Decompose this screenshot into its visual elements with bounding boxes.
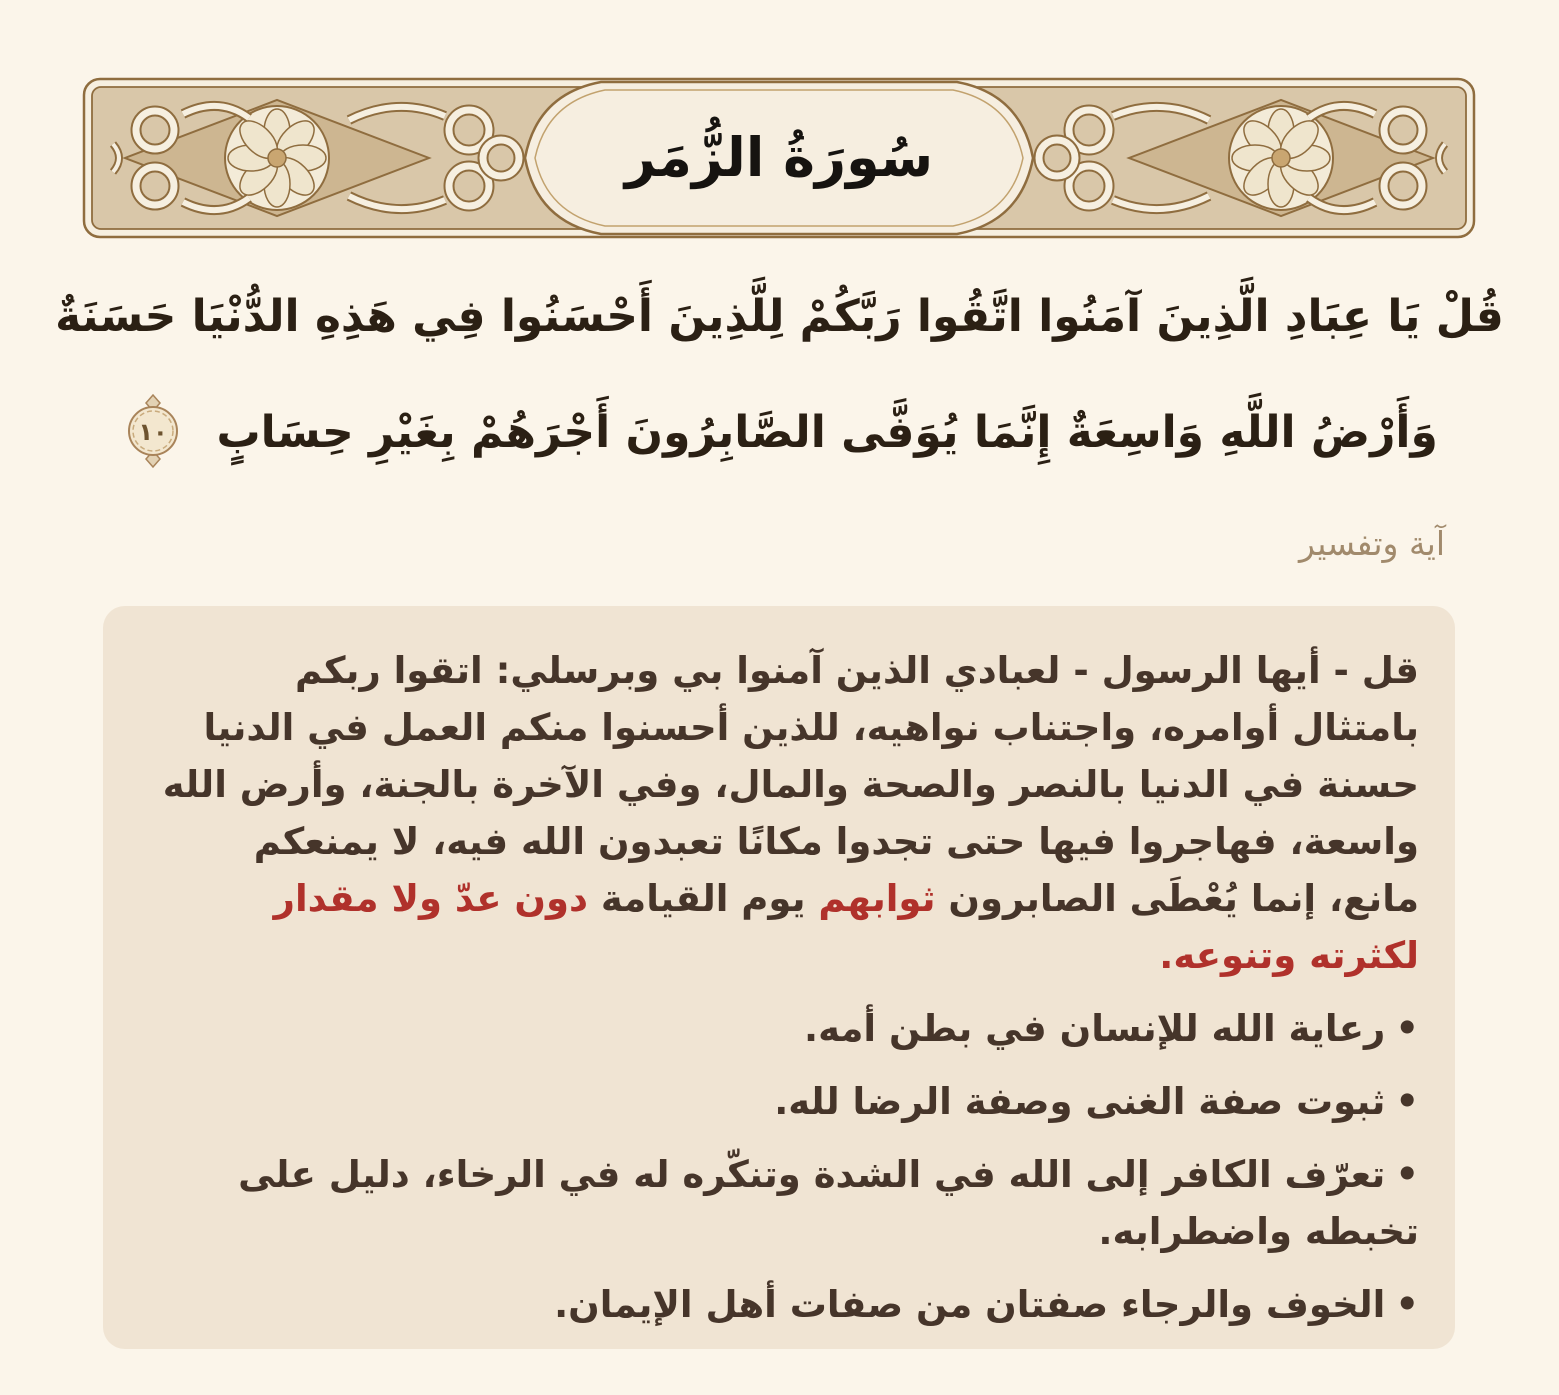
lesson-text: ثبوت صفة الغنى وصفة الرضا لله.	[774, 1080, 1386, 1123]
lessons-list	[159, 1000, 1419, 1333]
bullet-marker: •	[1395, 1007, 1419, 1050]
surah-title: سُورَةُ الزُّمَر	[624, 126, 934, 189]
lesson-item	[159, 1073, 1419, 1130]
tafsir-segment-highlight: دون عدّ ولا مقدار لكثرته وتنوعه.	[273, 877, 1419, 977]
lesson-text: تعرّف الكافر إلى الله في الشدة وتنكّره له في الرخاء، دليل على تخبطه واضطرابه.	[238, 1153, 1419, 1253]
lesson-item	[159, 1000, 1419, 1057]
quran-verse-line-1: قُلْ يَا عِبَادِ الَّذِينَ آمَنُوا اتَّقُوا رَبَّكُمْ لِلَّذِينَ أَحْسَنُوا فِي هَذِهِ الدُّنْيَا حَسَنَةٌ	[55, 291, 1504, 342]
quran-verse-line-2	[0, 378, 1559, 488]
surah-header-banner	[81, 76, 1477, 240]
lesson-text: رعاية الله للإنسان في بطن أمه.	[804, 1007, 1386, 1050]
tafsir-card	[103, 606, 1455, 1349]
verse-number-medallion	[121, 393, 185, 469]
verse-number: ١٠	[138, 418, 168, 446]
lesson-text: الخوف والرجاء صفتان من صفات أهل الإيمان.	[554, 1283, 1386, 1326]
bullet-marker: •	[1395, 1080, 1419, 1123]
tafsir-segment-highlight: ثوابهم	[818, 877, 936, 920]
quran-verse-line-2-text: وَأَرْضُ اللَّهِ وَاسِعَةٌ إِنَّمَا يُوَفَّى الصَّابِرُونَ أَجْرَهُمْ بِغَيْرِ حِسَابٍ	[216, 407, 1438, 458]
section-label: آية وتفسير	[1299, 524, 1445, 563]
bullet-marker: •	[1395, 1283, 1419, 1326]
lesson-item	[159, 1276, 1419, 1333]
bullet-marker: •	[1395, 1153, 1419, 1196]
tafsir-paragraph	[159, 642, 1419, 984]
lesson-item	[159, 1146, 1419, 1260]
tafsir-segment: يوم القيامة	[587, 877, 819, 920]
tafsir-segment: قل - أيها الرسول - لعبادي الذين آمنوا بي وبرسلي: اتقوا ربكم بامتثال أوامره، واجتناب نواهيه، للذين أحسنوا منكم العمل في الدنيا حسنة في الدنيا بالنصر والصحة والمال، وفي الآخرة بالجنة، وأرض الله واسعة، فهاجروا فيها حتى تجدوا مكانًا تعبدون الله فيه، لا يمنعكم مانع، إنما يُعْطَى الصابرون	[162, 649, 1419, 920]
